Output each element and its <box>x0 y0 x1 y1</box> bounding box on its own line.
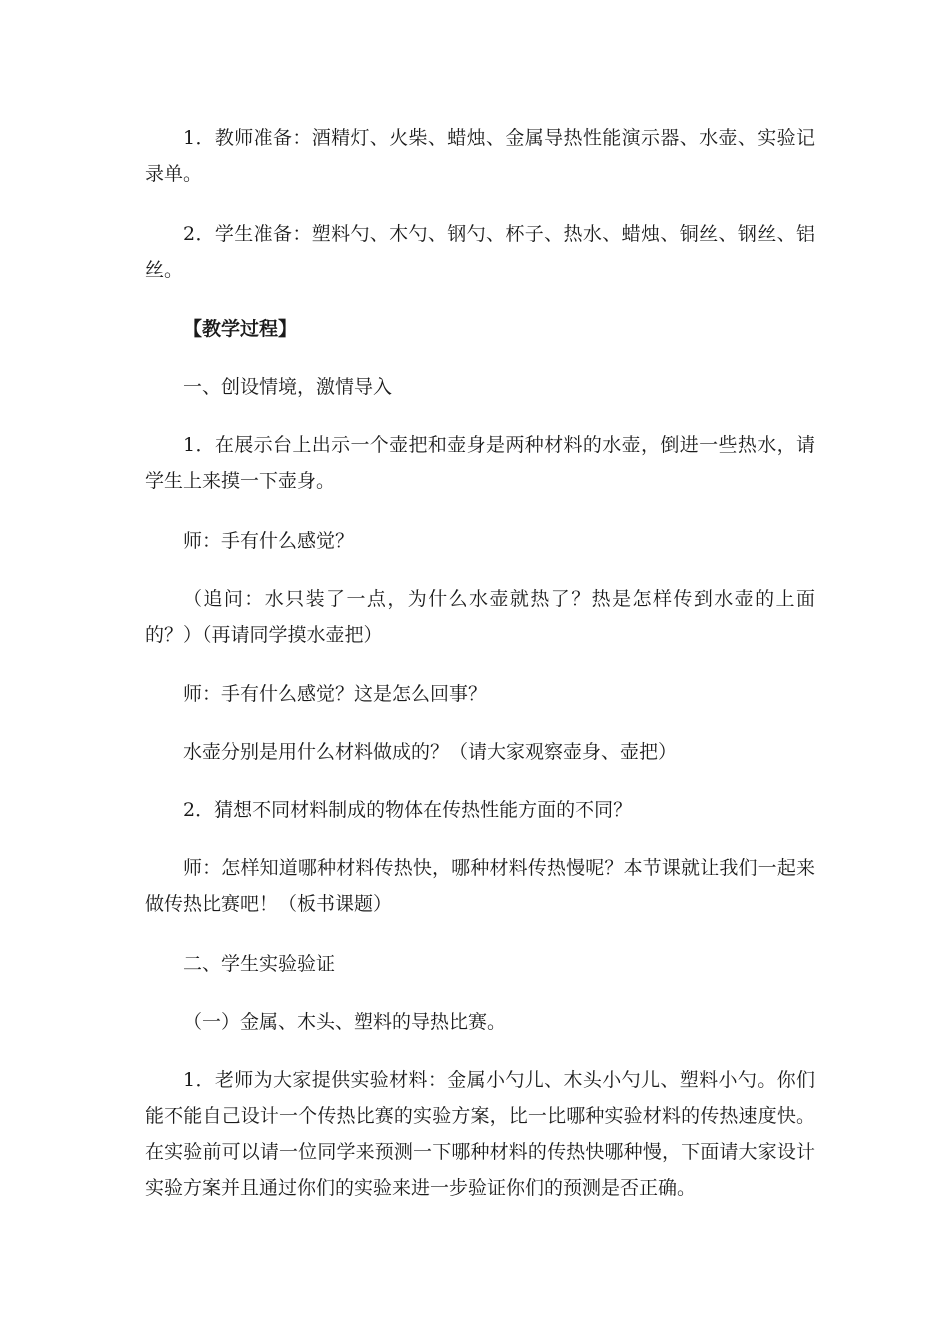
subheading-student-experiment: 二、学生实验验证 <box>183 953 336 975</box>
section-heading-teaching-process: 【教学过程】 <box>183 318 298 340</box>
paragraph-kettle-materials: 水壶分别是用什么材料做成的？（请大家观察壶身、壶把） <box>183 741 678 763</box>
paragraph-show-kettle: 1．在展示台上出示一个壶把和壶身是两种材料的水壶，倒进一些热水，请学生上来摸一下壶身。 <box>145 434 815 492</box>
paragraph-teacher-question-2: 师：手有什么感觉？这是怎么回事？ <box>183 683 488 705</box>
paragraph-teacher-intro-title: 师：怎样知道哪种材料传热快，哪种材料传热慢呢？本节课就让我们一起来做传热比赛吧！（板书课题） <box>145 857 815 915</box>
paragraph-follow-up-question: （追问：水只装了一点，为什么水壶就热了？热是怎样传到水壶的上面的？）（再请同学摸水壶把） <box>145 588 815 646</box>
paragraph-teacher-prep: 1．教师准备：酒精灯、火柴、蜡烛、金属导热性能演示器、水壶、实验记录单。 <box>145 127 815 185</box>
paragraph-teacher-question-1: 师：手有什么感觉？ <box>183 530 355 552</box>
subheading-heat-conduction-race: （一）金属、木头、塑料的导热比赛。 <box>183 1011 507 1033</box>
paragraph-student-prep: 2．学生准备：塑料勺、木勺、钢勺、杯子、热水、蜡烛、铜丝、钢丝、铝丝。 <box>145 223 815 281</box>
paragraph-experiment-materials: 1．老师为大家提供实验材料：金属小勺儿、木头小勺儿、塑料小勺。你们能不能自己设计一个传热比赛的实验方案，比一比哪种实验材料的传热速度快。在实验前可以请一位同学来预测一下哪种材料的传热快哪种慢，下面请大家设计实验方案并且通过你们的实验来进一步验证你们的预测是否正确。 <box>145 1069 815 1199</box>
paragraph-guess-materials: 2．猜想不同材料制成的物体在传热性能方面的不同？ <box>183 799 633 821</box>
subheading-create-context: 一、创设情境，激情导入 <box>183 376 393 398</box>
